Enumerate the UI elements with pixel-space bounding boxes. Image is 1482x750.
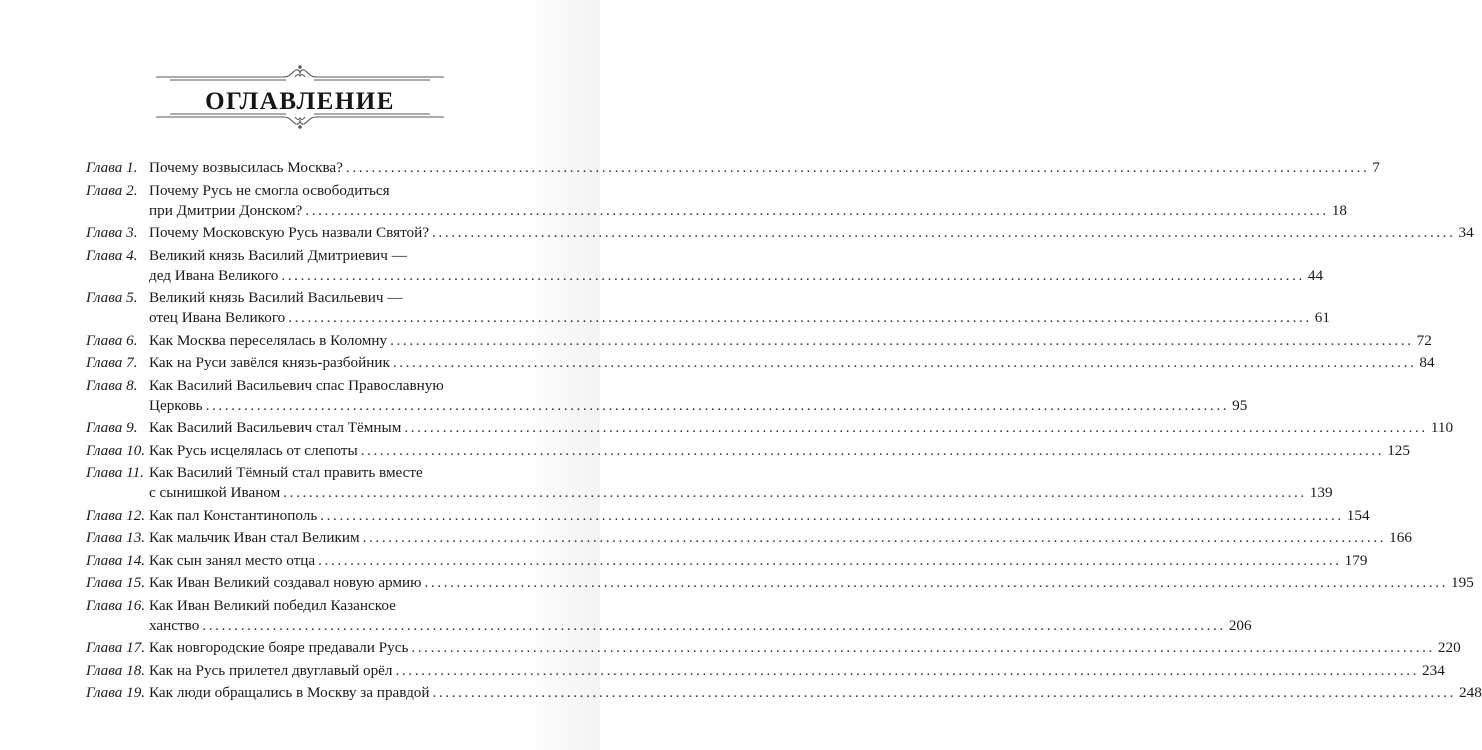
toc-entry (86, 376, 1248, 416)
chapter-title-line: Как Василий Тёмный стал править вместе (149, 464, 423, 481)
chapter-title: Как Москва переселялась в Коломну (149, 331, 388, 349)
chapter-label: Глава 4. (86, 246, 138, 264)
page-number: 166 (1389, 529, 1412, 546)
toc-entry (86, 353, 1435, 373)
chapter-title-line: Почему Русь не смогла освободиться (149, 181, 390, 199)
chapter-title-line: Великий князь Василий Дмитриевич — (149, 246, 407, 264)
dot-leader: ................................................................................................................................................................ (395, 661, 1419, 679)
page-number: 110 (1430, 419, 1454, 436)
page-number: 248 (1459, 684, 1482, 701)
chapter-label: Глава 15. (86, 574, 146, 591)
page-number: 61 (1314, 309, 1330, 326)
chapter-label: Глава 16. (86, 596, 146, 614)
chapter-title: Как на Русь прилетел двуглавый орёл (149, 661, 393, 679)
dot-leader: ................................................................................................................................................................ (318, 551, 1342, 569)
dot-leader: ................................................................................................................................................................ (283, 484, 1307, 501)
ornament-divider-bottom-icon (150, 110, 450, 132)
dot-leader: ................................................................................................................................................................ (390, 331, 1414, 349)
chapter-label: Глава 19. (86, 684, 146, 701)
chapter-title: Как мальчик Иван стал Великим (149, 529, 360, 546)
page-number: 125 (1387, 441, 1410, 459)
toc-entry (86, 506, 1370, 526)
page-number: 44 (1307, 266, 1324, 284)
toc-entry (86, 181, 1347, 221)
chapter-title: Как Иван Великий создавал новую армию (149, 574, 422, 591)
chapter-title: Как новгородские бояре предавали Русь (149, 639, 409, 656)
chapter-title: Почему Московскую Русь назвали Святой? (149, 224, 430, 241)
dot-leader: ................................................................................................................................................................ (411, 639, 1435, 656)
chapter-title-line: Как Василий Васильевич спас Православную (149, 376, 444, 394)
page-number: 34 (1458, 224, 1474, 241)
page-number: 7 (1372, 159, 1381, 176)
chapter-title-line: Как Иван Великий победил Казанское (149, 596, 396, 614)
chapter-title: при Дмитрии Донском? (149, 201, 303, 219)
chapter-label: Глава 3. (86, 224, 138, 241)
dot-leader: ................................................................................................................................................................ (305, 201, 1329, 219)
page-number: 84 (1419, 354, 1435, 371)
chapter-title: Как сын занял место отца (149, 551, 316, 569)
page-number: 18 (1331, 201, 1347, 219)
toc-entry (86, 223, 1474, 243)
chapter-title: Как Василий Васильевич стал Тёмным (149, 419, 402, 436)
chapter-label: Глава 9. (86, 419, 138, 436)
dot-leader: ................................................................................................................................................................ (360, 441, 1385, 459)
toc-entry (86, 638, 1461, 658)
dot-leader: ................................................................................................................................................................ (202, 616, 1226, 634)
page-number: 220 (1437, 639, 1461, 656)
toc-entry (86, 158, 1381, 178)
table-of-contents (86, 158, 1482, 706)
page-number: 206 (1228, 616, 1252, 634)
toc-entry (86, 551, 1368, 571)
chapter-title: ханство (149, 616, 200, 634)
chapter-label: Глава 2. (86, 181, 138, 199)
dot-leader: ................................................................................................................................................................ (362, 529, 1387, 546)
toc-entry (86, 441, 1410, 461)
chapter-label: Глава 13. (86, 529, 146, 546)
dot-leader: ................................................................................................................................................................ (288, 309, 1312, 326)
dot-leader: ................................................................................................................................................................ (205, 396, 1230, 414)
chapter-label: Глава 1. (86, 159, 138, 176)
chapter-title: Как Русь исцелялась от слепоты (149, 441, 358, 459)
toc-entry (86, 683, 1482, 703)
toc-entry (86, 288, 1330, 328)
chapter-label: Глава 18. (86, 661, 146, 679)
chapter-label: Глава 8. (86, 376, 138, 394)
dot-leader: ................................................................................................................................................................ (432, 684, 1457, 701)
chapter-label: Глава 12. (86, 506, 146, 524)
page-number: 195 (1451, 574, 1474, 591)
chapter-title: Как люди обращались в Москву за правдой (149, 684, 430, 701)
toc-entry (86, 463, 1333, 503)
chapter-label: Глава 6. (86, 331, 138, 349)
toc-entry (86, 596, 1252, 636)
page-number: 154 (1346, 506, 1370, 524)
chapter-title: отец Ивана Великого (149, 309, 286, 326)
page-number: 95 (1232, 396, 1248, 414)
page-number: 234 (1422, 661, 1445, 679)
dot-leader: ................................................................................................................................................................ (320, 506, 1344, 524)
chapter-title: с сынишкой Иваном (149, 484, 281, 501)
toc-entry (86, 573, 1474, 593)
dot-leader: ................................................................................................................................................................ (281, 266, 1305, 284)
chapter-label: Глава 14. (86, 551, 146, 569)
toc-entry (86, 528, 1412, 548)
page-number: 139 (1309, 484, 1333, 501)
chapter-title: Церковь (149, 396, 203, 414)
chapter-label: Глава 10. (86, 441, 146, 459)
chapter-title: Как пал Константинополь (149, 506, 318, 524)
chapter-label: Глава 5. (86, 289, 138, 306)
chapter-label: Глава 11. (86, 464, 144, 481)
chapter-title-line: Великий князь Василий Васильевич — (149, 289, 403, 306)
chapter-label: Глава 17. (86, 639, 146, 656)
page-title: ОГЛАВЛЕНИЕ (205, 88, 395, 115)
chapter-label: Глава 7. (86, 354, 138, 371)
dot-leader: ................................................................................................................................................................ (424, 574, 1449, 591)
dot-leader: ................................................................................................................................................................ (404, 419, 1428, 436)
toc-entry (86, 246, 1324, 286)
page-number: 179 (1344, 551, 1368, 569)
ornament-divider-top-icon (150, 62, 450, 84)
toc-entry (86, 418, 1454, 438)
dot-leader: ................................................................................................................................................................ (432, 224, 1456, 241)
chapter-title: Почему возвысилась Москва? (149, 159, 343, 176)
dot-leader: ................................................................................................................................................................ (345, 159, 1370, 176)
toc-entry (86, 661, 1445, 681)
chapter-title: дед Ивана Великого (149, 266, 279, 284)
page-number: 72 (1416, 331, 1432, 349)
chapter-title: Как на Руси завёлся князь-разбойник (149, 354, 390, 371)
dot-leader: ................................................................................................................................................................ (392, 354, 1417, 371)
toc-entry (86, 331, 1432, 351)
